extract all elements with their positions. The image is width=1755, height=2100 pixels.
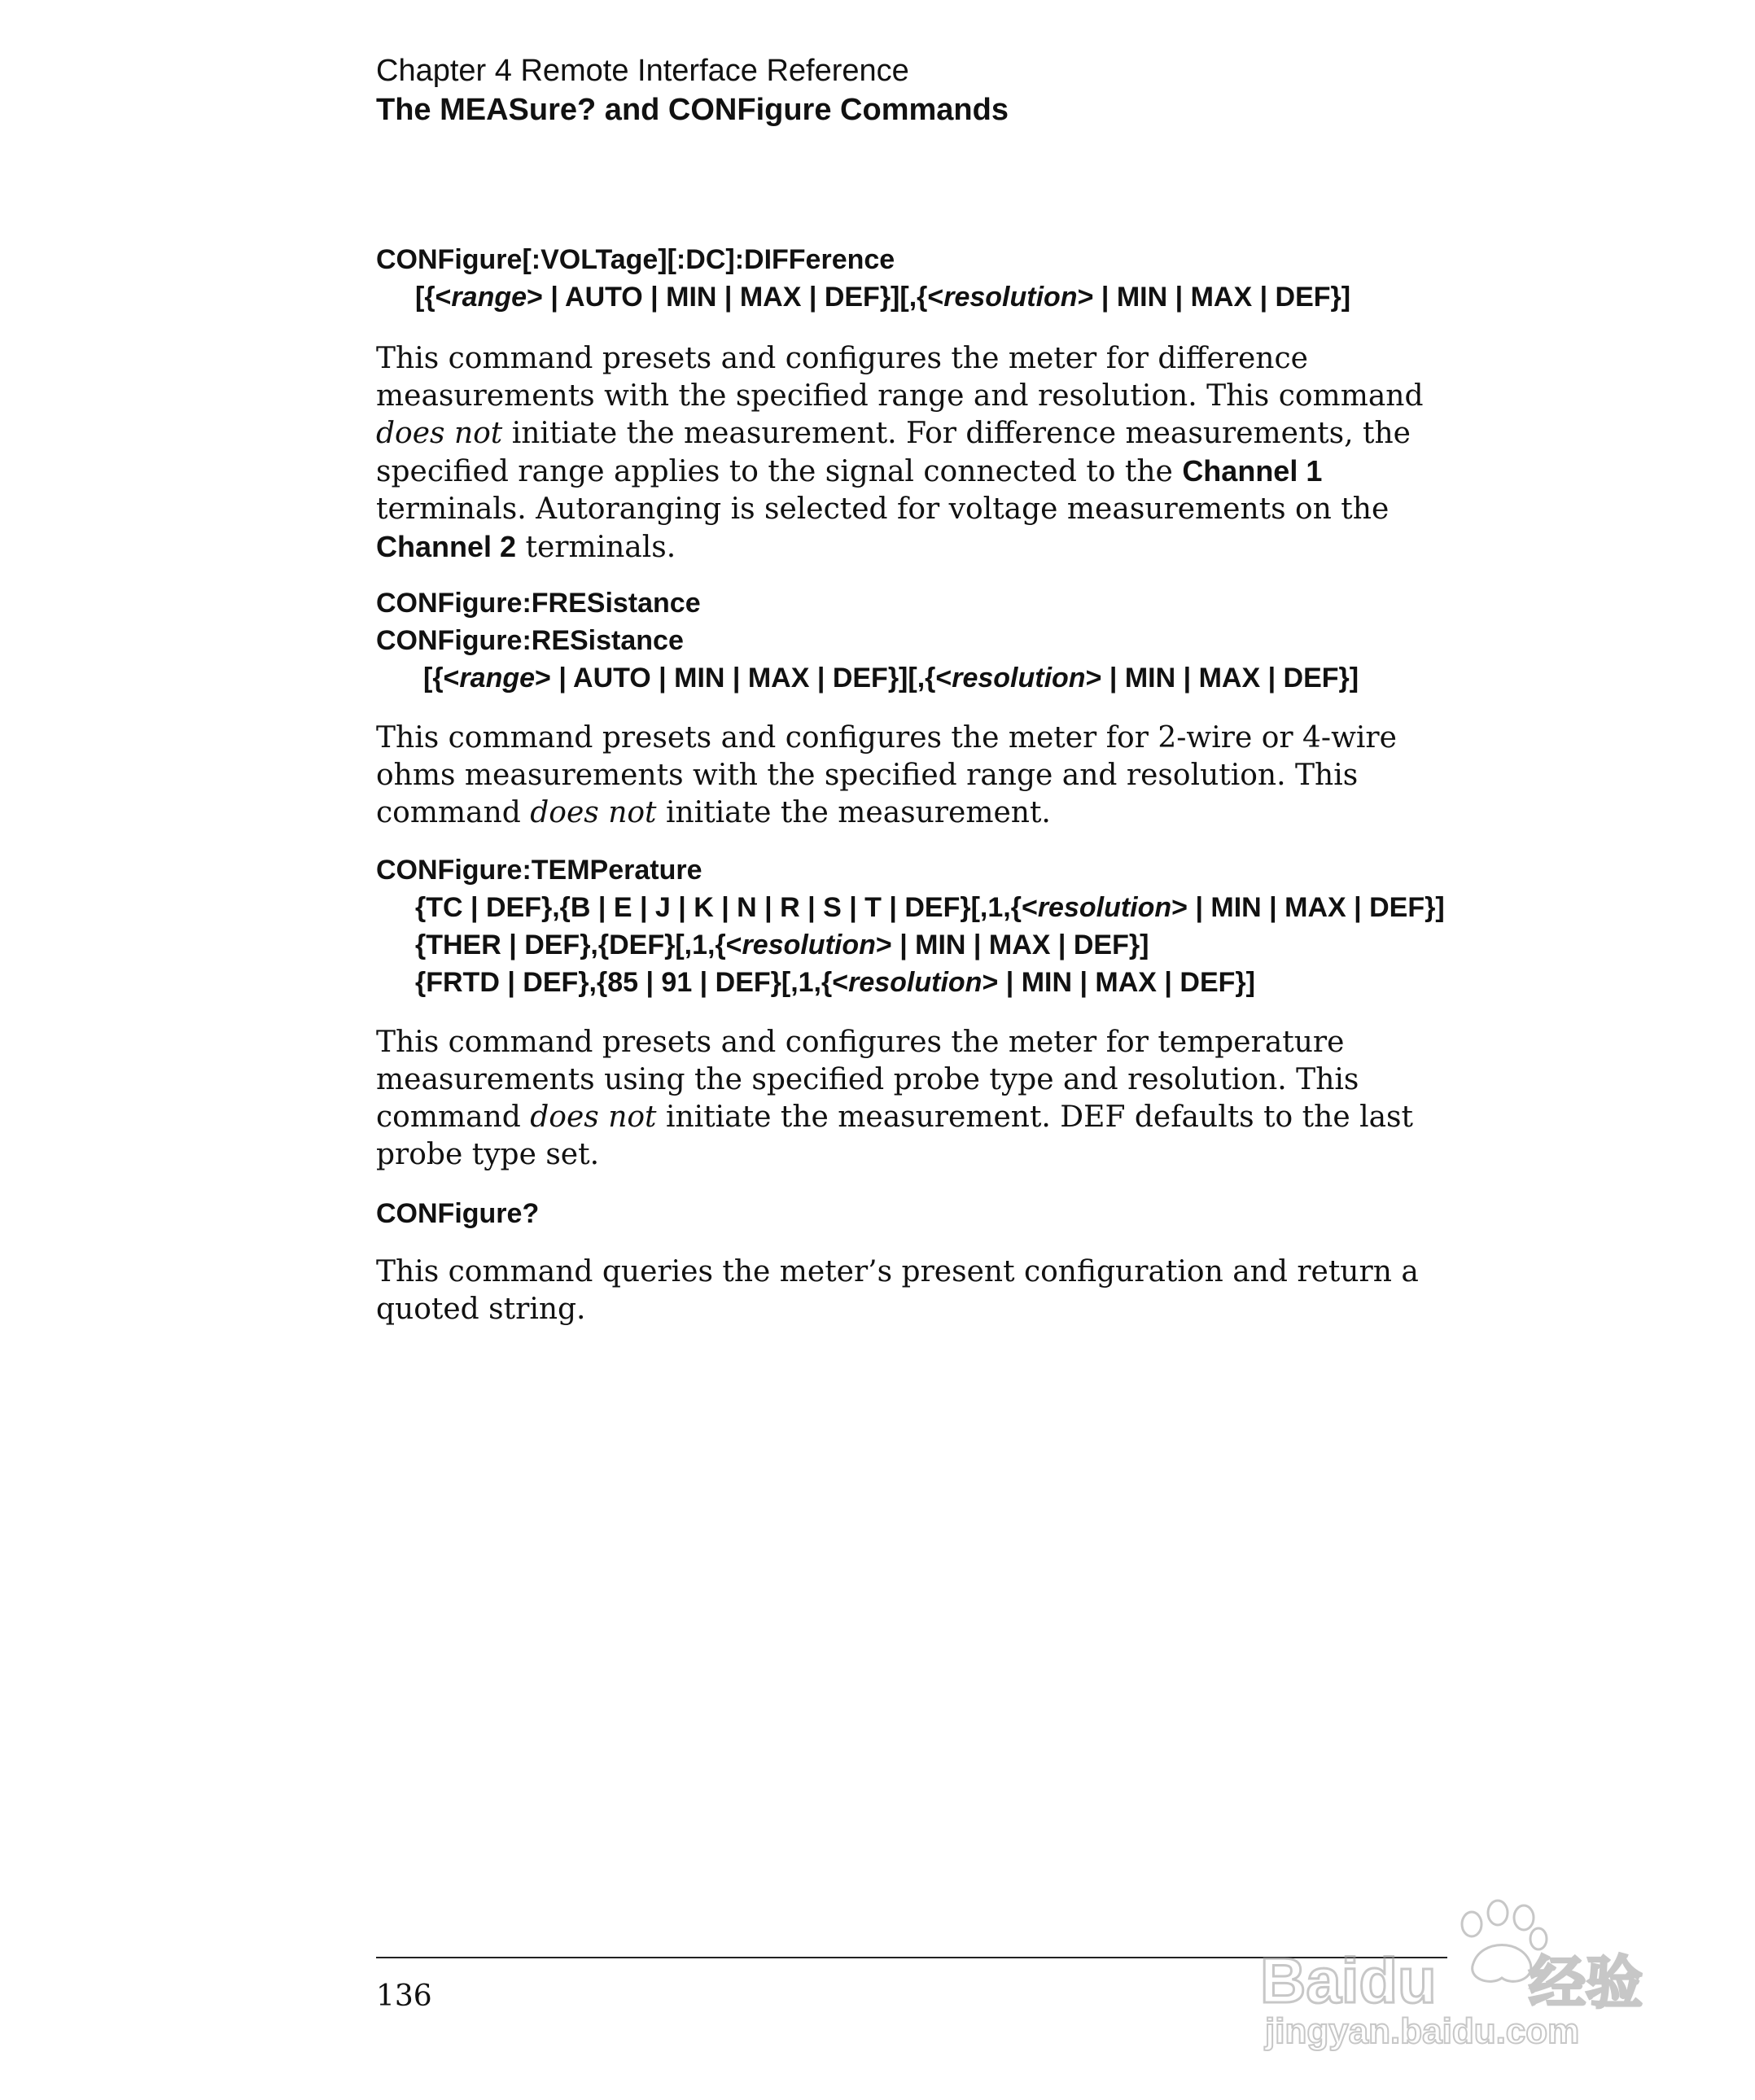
temperature-description: This command presets and configures the meter for temperature measurements using the specified probe type and resolution. This command does not initiate the measurement. DEF defaults to the last probe type set. xyxy=(376,1026,1413,1171)
page-number: 136 xyxy=(376,1980,432,2013)
resistance-description: This command presets and configures the meter for 2-wire or 4-wire ohms measurements with the specified range and resolution. This command does not initiate the measurement. xyxy=(376,721,1397,829)
section-title: The MEASure? and CONFigure Commands xyxy=(376,93,1009,127)
temperature-ther-arguments: {THER | DEF},{DEF}[,1,{<resolution> | MIN | MAX | DEF}] xyxy=(415,930,1149,960)
temperature-tc-arguments: {TC | DEF},{B | E | J | K | N | R | S | T | DEF}[,1,{<resolution> | MIN | MAX | DEF}] xyxy=(415,892,1445,923)
watermark-brand: Baidu xyxy=(1260,1945,1437,2016)
baidu-watermark xyxy=(1254,1888,1677,2051)
temperature-frtd-arguments: {FRTD | DEF},{85 | 91 | DEF}[,1,{<resolution> | MIN | MAX | DEF}] xyxy=(415,967,1255,998)
fresistance-command: CONFigure:FRESistance xyxy=(376,588,701,619)
resistance-arguments: [{<range> | AUTO | MIN | MAX | DEF}][,{<resolution> | MIN | MAX | DEF}] xyxy=(423,663,1359,693)
resistance-command: CONFigure:RESistance xyxy=(376,625,684,656)
watermark-cn: 经验 xyxy=(1529,1949,1643,2016)
configure-query-description: This command queries the meter’s present configuration and return a quoted string. xyxy=(376,1255,1419,1326)
difference-command: CONFigure[:VOLTage][:DC]:DIFFerence xyxy=(376,244,895,275)
difference-description: This command presets and configures the meter for difference measurements with the specified range and resolution. This command does not initiate the measurement. For difference measurements, the specified range applies to the signal connected to the Channel 1 terminals. Autoranging is selected for voltage measurements on the Channel 2 terminals. xyxy=(376,342,1424,564)
configure-query-command: CONFigure? xyxy=(376,1198,540,1229)
difference-arguments: [{<range> | AUTO | MIN | MAX | DEF}][,{<resolution> | MIN | MAX | DEF}] xyxy=(415,282,1351,313)
temperature-command: CONFigure:TEMPerature xyxy=(376,855,702,886)
chapter-heading: Chapter 4 Remote Interface Reference xyxy=(376,54,909,88)
watermark-url: jingyan.baidu.com xyxy=(1265,2011,1580,2051)
